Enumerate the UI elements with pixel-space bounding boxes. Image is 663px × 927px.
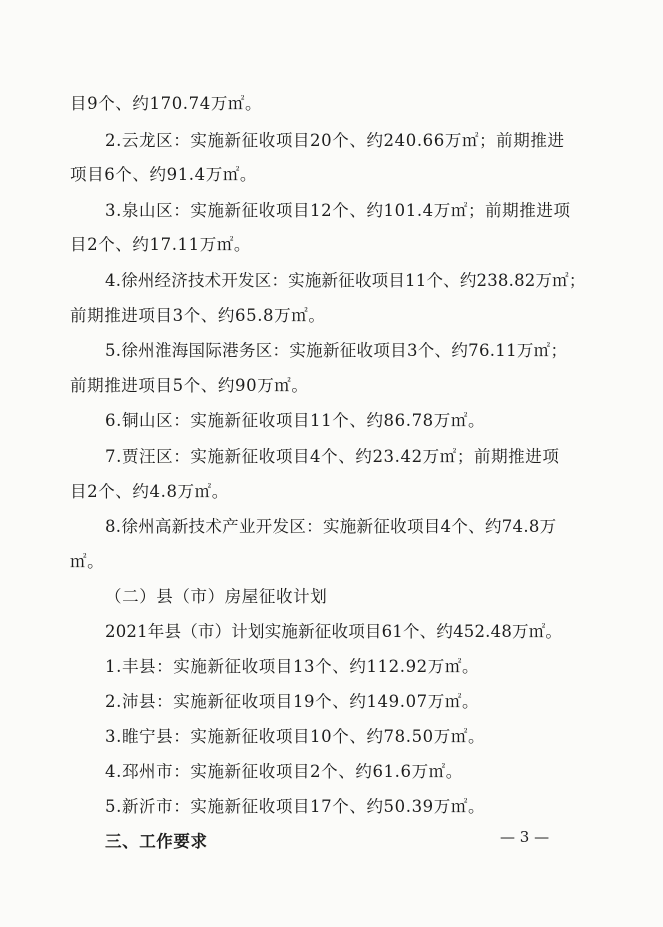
text-line-10: 6.铜山区：实施新征收项目11个、约86.78万㎡。 — [105, 411, 486, 430]
text-line-14: ㎡。 — [70, 552, 105, 571]
text-line-17: 1.丰县：实施新征收项目13个、约112.92万㎡。 — [105, 657, 480, 676]
text-line-8: 5.徐州淮海国际港务区：实施新征收项目3个、约76.11万㎡； — [105, 341, 568, 360]
section-subheading: （二）县（市）房屋征收计划 — [105, 587, 328, 606]
text-line-21: 5.新沂市：实施新征收项目17个、约50.39万㎡。 — [105, 797, 486, 816]
text-line-1: 目9个、约170.74万㎡。 — [70, 94, 263, 113]
text-line-2: 2.云龙区：实施新征收项目20个、约240.66万㎡；前期推进 — [105, 131, 565, 150]
text-line-5: 目2个、约17.11万㎡。 — [70, 235, 252, 254]
text-line-4: 3.泉山区：实施新征收项目12个、约101.4万㎡；前期推进项 — [105, 201, 571, 220]
text-line-6: 4.徐州经济技术开发区：实施新征收项目11个、约238.82万㎡； — [105, 271, 586, 290]
text-line-9: 前期推进项目5个、约90万㎡。 — [70, 376, 309, 395]
text-line-3: 项目6个、约91.4万㎡。 — [70, 165, 258, 184]
text-line-13: 8.徐州高新技术产业开发区：实施新征收项目4个、约74.8万 — [105, 517, 557, 536]
text-line-19: 3.睢宁县：实施新征收项目10个、约78.50万㎡。 — [105, 727, 486, 746]
section-heading: 三、工作要求 — [105, 832, 208, 851]
text-line-18: 2.沛县：实施新征收项目19个、约149.07万㎡。 — [105, 692, 480, 711]
text-line-12: 目2个、约4.8万㎡。 — [70, 482, 229, 501]
page-number: — 3 — — [500, 828, 550, 846]
text-line-7: 前期推进项目3个、约65.8万㎡。 — [70, 306, 326, 325]
text-line-20: 4.邳州市：实施新征收项目2个、约61.6万㎡。 — [105, 762, 463, 781]
text-line-11: 7.贾汪区：实施新征收项目4个、约23.42万㎡；前期推进项 — [105, 447, 560, 466]
text-line-16: 2021年县（市）计划实施新征收项目61个、约452.48万㎡。 — [105, 622, 563, 641]
